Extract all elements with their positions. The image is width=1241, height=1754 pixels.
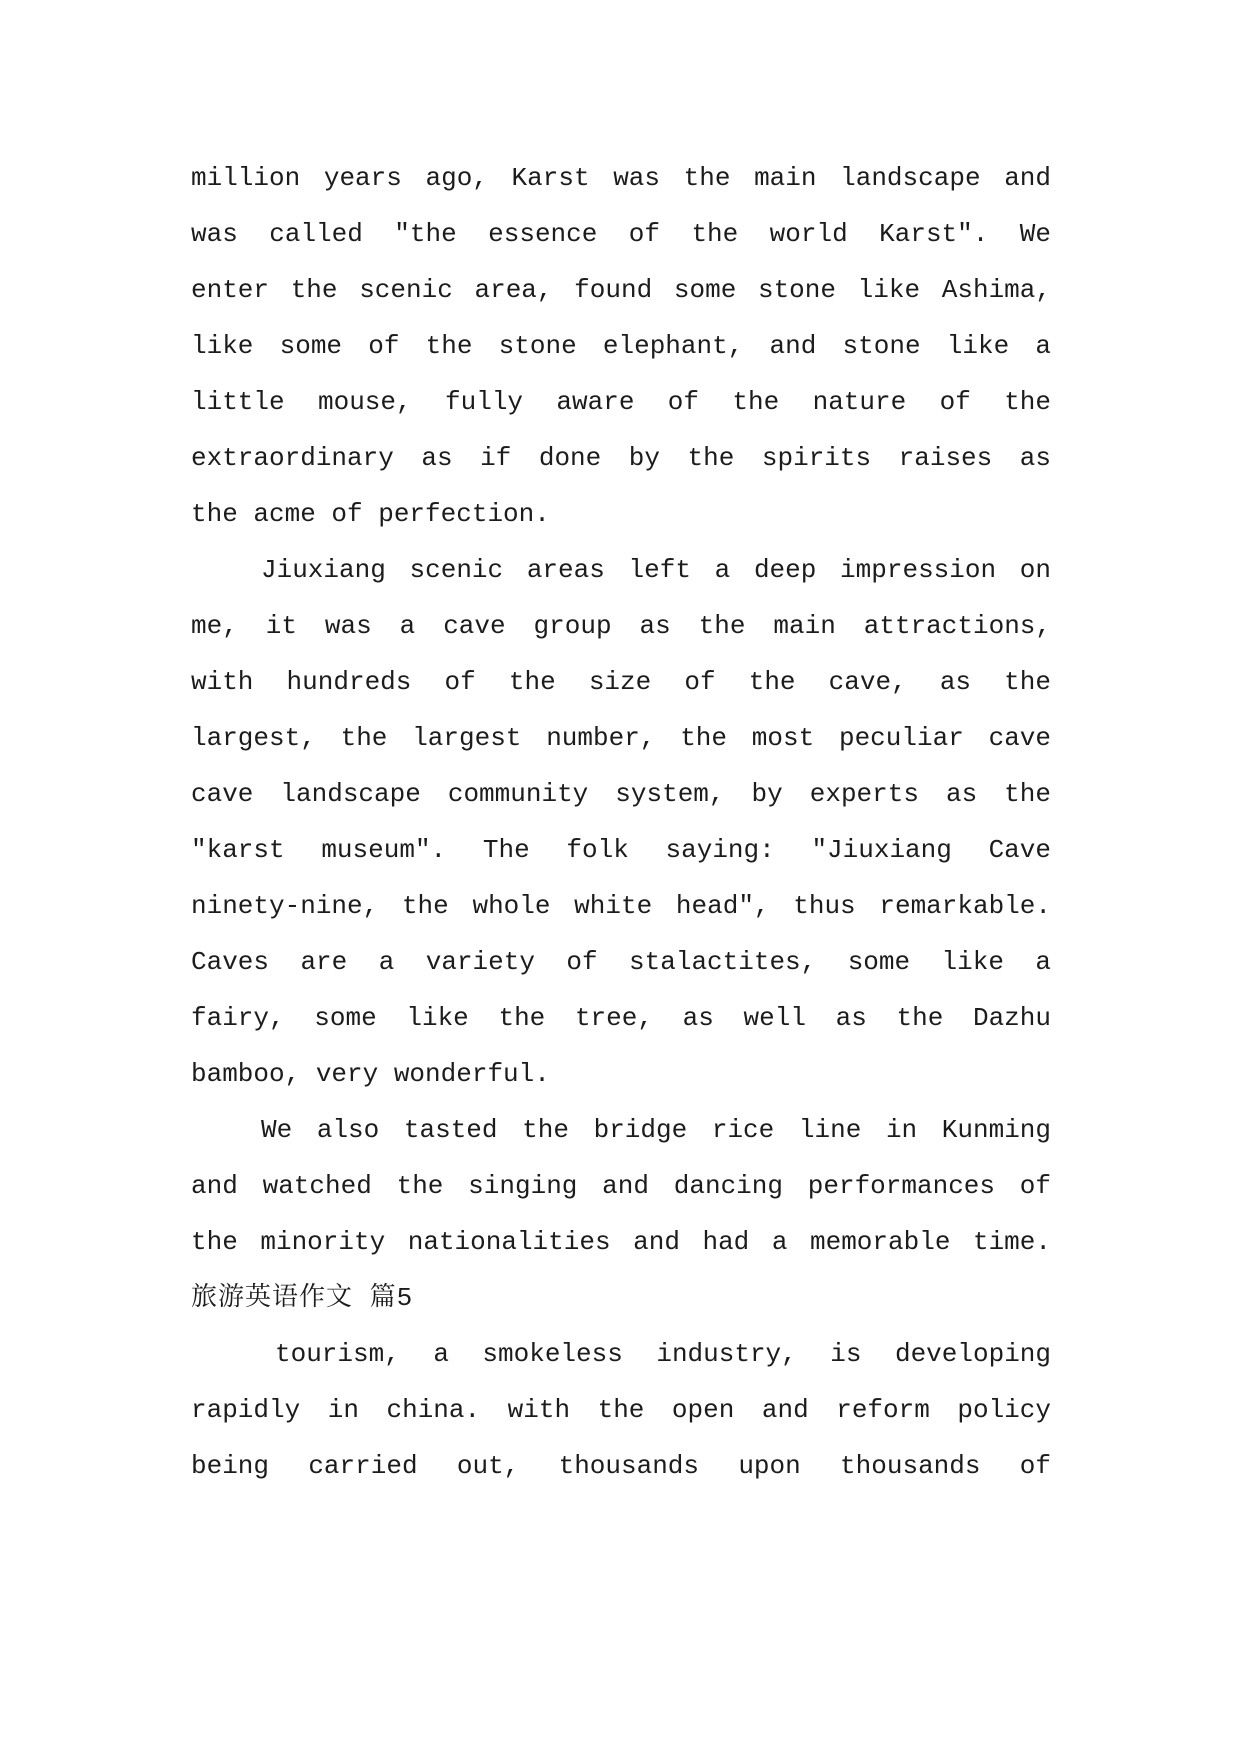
section-heading-text: 旅游英语作文 篇5 [191, 1283, 414, 1313]
text-line: enter the scenic area, found some stone like Ashima, [191, 275, 1051, 305]
text-line: cave landscape community system, by experts as the [191, 779, 1051, 809]
text-line: little mouse, fully aware of the nature of the [191, 387, 1051, 417]
text-line: tourism, a smokeless industry, is developing [275, 1339, 1051, 1369]
text-line: extraordinary as if done by the spirits raises as [191, 443, 1051, 473]
text-line: and watched the singing and dancing performances of [191, 1171, 1051, 1201]
jiuxiang-cave-paragraph [191, 542, 1051, 1102]
document-body [191, 150, 1051, 1494]
kunming-activities-paragraph [191, 1102, 1051, 1270]
text-line: largest, the largest number, the most peculiar cave [191, 723, 1051, 753]
text-line: the minority nationalities and had a memorable time. [191, 1227, 1051, 1257]
text-line: the acme of perfection. [191, 499, 550, 529]
text-line: Caves are a variety of stalactites, some like a [191, 947, 1051, 977]
text-line: million years ago, Karst was the main landscape and [191, 163, 1051, 193]
karst-continuation-paragraph [191, 150, 1051, 542]
text-line: with hundreds of the size of the cave, as the [191, 667, 1051, 697]
essay-section-heading [191, 1270, 1051, 1326]
text-line: "karst museum". The folk saying: "Jiuxiang Cave [191, 835, 1051, 865]
text-line: fairy, some like the tree, as well as the Dazhu [191, 1003, 1051, 1033]
text-line: like some of the stone elephant, and stone like a [191, 331, 1051, 361]
text-line: me, it was a cave group as the main attractions, [191, 611, 1051, 641]
tourism-industry-paragraph [191, 1326, 1051, 1494]
text-line: rapidly in china. with the open and reform policy [191, 1395, 1051, 1425]
text-line: being carried out, thousands upon thousands of [191, 1451, 1051, 1481]
text-line: We also tasted the bridge rice line in Kunming [261, 1115, 1051, 1145]
text-line: Jiuxiang scenic areas left a deep impression on [261, 555, 1051, 585]
text-line: was called "the essence of the world Karst". We [191, 219, 1051, 249]
text-line: bamboo, very wonderful. [191, 1059, 550, 1089]
text-line: ninety-nine, the whole white head", thus remarkable. [191, 891, 1051, 921]
